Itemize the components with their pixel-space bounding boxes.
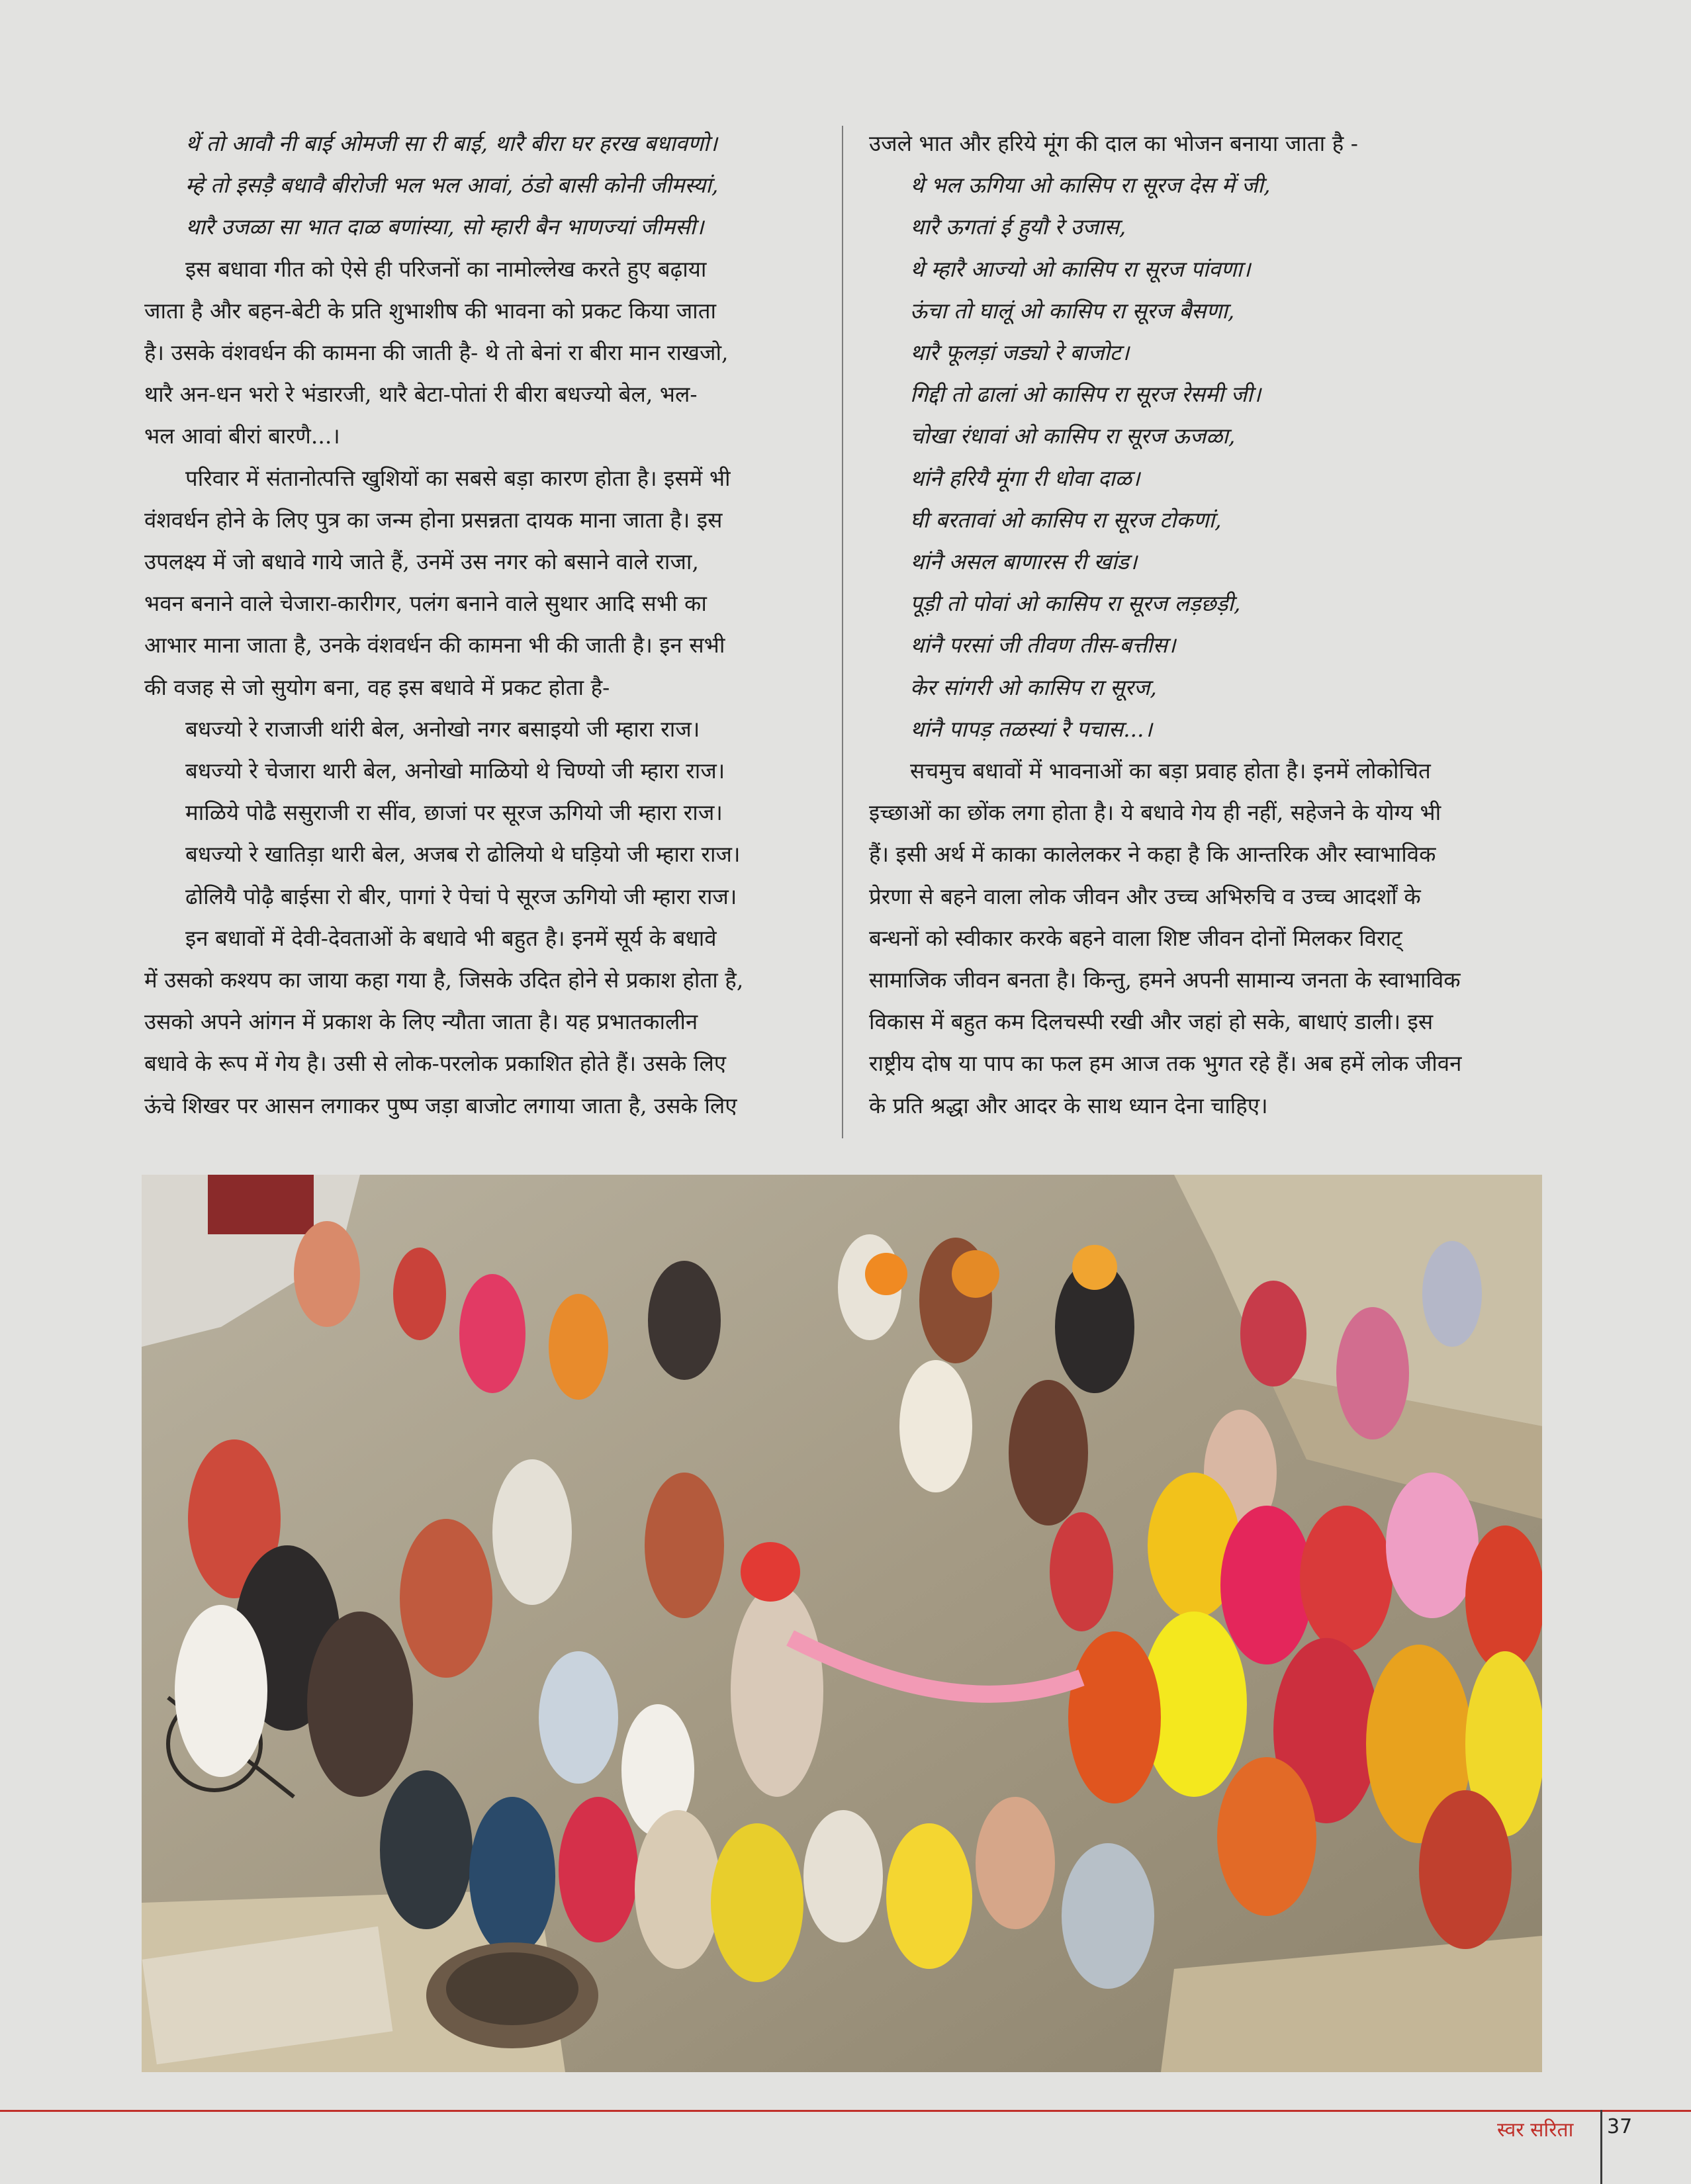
verse-line: थारै ऊगतां ई हुयौ रे उजास,: [910, 214, 1126, 240]
footer-divider: [1600, 2110, 1602, 2184]
paragraph-line: जाता है और बहन-बेटी के प्रति शुभाशीष की भावना को प्रकट किया जाता: [144, 297, 717, 324]
paragraph-line: विकास में बहुत कम दिलचस्पी रखी और जहां हो सके, बाधाएं डाली। इस: [869, 1009, 1434, 1035]
verse-line: थे म्हारै आज्यो ओ कासिप रा सूरज पांवणा।: [910, 255, 1251, 282]
paragraph-line: राष्ट्रीय दोष या पाप का फल हम आज तक भुगत रहे हैं। अब हमें लोक जीवन: [869, 1050, 1462, 1077]
paragraph-line: प्रेरणा से बहने वाला लोक जीवन और उच्च अभिरुचि व उच्च आदर्शों के: [869, 883, 1421, 909]
paragraph-line: आभार माना जाता है, उनके वंशवर्धन की कामना भी की जाती है। इन सभी: [144, 632, 725, 659]
paragraph-line: है। उसके वंशवर्धन की कामना की जाती है- थे तो बेनां रा बीरा मान राखजो,: [144, 340, 729, 366]
paragraph-line: उसको अपने आंगन में प्रकाश के लिए न्यौता जाता है। यह प्रभातकालीन: [144, 1009, 698, 1035]
paragraph-line: वंशवर्धन होने के लिए पुत्र का जन्म होना प्रसन्नता दायक माना जाता है। इस: [144, 506, 723, 533]
verse-line: ढोलियै पोढ़ै बाईसा रो बीर, पागां रे पेचां पे सूरज ऊगियो जी म्हारा राज।: [185, 883, 737, 909]
verse-line: थारै फूलड़ां जड्यो रे बाजोट।: [910, 340, 1130, 366]
magazine-brand: स्वर सरिता: [1497, 2118, 1574, 2142]
verse-line: केर सांगरी ओ कासिप रा सूरज,: [910, 674, 1157, 700]
paragraph-line: की वजह से जो सुयोग बना, वह इस बधावे में प्रकट होता है-: [144, 674, 610, 700]
verse-line: थांनै हरियै मूंगा री धोवा दाळ।: [910, 465, 1140, 491]
paragraph-line: इन बधावों में देवी-देवताओं के बधावे भी बहुत है। इनमें सूर्य के बधावे: [185, 925, 717, 951]
column-divider: [842, 126, 843, 1138]
verse-line: थांनै असल बाणारस री खांड।: [910, 549, 1138, 575]
paragraph-line: उजले भात और हरिये मूंग की दाल का भोजन बनाया जाता है -: [869, 130, 1358, 156]
verse-line: थारै उजळा सा भात दाळ बणांस्या, सो म्हारी बैन भाणज्यां जीमसी।: [185, 214, 704, 240]
paragraph-line: थारै अन-धन भरो रे भंडारजी, थारै बेटा-पोतां री बीरा बधज्यो बेल, भल-: [144, 381, 698, 408]
paragraph-line: बन्धनों को स्वीकार करके बहने वाला शिष्ट जीवन दोनों मिलकर विराट्: [869, 925, 1402, 951]
paragraph-line: में उसको कश्यप का जाया कहा गया है, जिसके उदित होने से प्रकाश होता है,: [144, 967, 744, 993]
verse-line: थे भल ऊगिया ओ कासिप रा सूरज देस में जी,: [910, 172, 1271, 199]
paragraph-line: बधावे के रूप में गेय है। उसी से लोक-परलोक प्रकाशित होते हैं। उसके लिए: [144, 1050, 727, 1077]
paragraph-line: इच्छाओं का छोंक लगा होता है। ये बधावे गेय ही नहीं, सहेजने के योग्य भी: [869, 799, 1441, 826]
paragraph-line: उपलक्ष्य में जो बधावे गाये जाते हैं, उनमें उस नगर को बसाने वाले राजा,: [144, 549, 699, 575]
footer-rule: [0, 2110, 1691, 2112]
verse-line: म्हे तो इसड़ै बधावै बीरोजी भल भल आवां, ठंडो बासी कोनी जीमस्यां,: [185, 172, 719, 199]
verse-line: माळिये पोढै ससुराजी रा सींव, छाजां पर सूरज ऊगियो जी म्हारा राज।: [185, 799, 723, 826]
verse-line: बधज्यो रे राजाजी थांरी बेल, अनोखो नगर बसाइयो जी म्हारा राज।: [185, 715, 700, 742]
paragraph-line: ऊंचे शिखर पर आसन लगाकर पुष्प जड़ा बाजोट लगाया जाता है, उसके लिए: [144, 1092, 737, 1118]
verse-line: गिद्दी तो ढालां ओ कासिप रा सूरज रेसमी जी।: [910, 381, 1261, 408]
verse-line: बधज्यो रे चेजारा थारी बेल, अनोखो माळियो थे चिण्यो जी म्हारा राज।: [185, 758, 725, 784]
paragraph-line: भल आवां बीरां बारणै...।: [144, 423, 340, 449]
paragraph-line: परिवार में संतानोत्पत्ति खुशियों का सबसे बड़ा कारण होता है। इसमें भी: [185, 465, 731, 491]
verse-line: थांनै पापड़ तळस्यां रै पचास...।: [910, 715, 1153, 742]
verse-line: बधज्यो रे खातिड़ा थारी बेल, अजब रो ढोलियो थे घड़ियो जी म्हारा राज।: [185, 841, 741, 868]
verse-line: ऊंचा तो घालूं ओ कासिप रा सूरज बैसणा,: [910, 297, 1235, 324]
paragraph-line: सचमुच बधावों में भावनाओं का बड़ा प्रवाह होता है। इनमें लोकोचित: [910, 758, 1431, 784]
verse-line: थांनै परसां जी तीवण तीस-बत्तीस।: [910, 632, 1176, 659]
paragraph-line: सामाजिक जीवन बनता है। किन्तु, हमने अपनी सामान्य जनता के स्वाभाविक: [869, 967, 1461, 993]
street-procession-photo: [142, 1175, 1542, 2072]
paragraph-line: भवन बनाने वाले चेजारा-कारीगर, पलंग बनाने वाले सुथार आदि सभी का: [144, 590, 707, 617]
verse-line: पूड़ी तो पोवां ओ कासिप रा सूरज लड़छड़ी,: [910, 590, 1241, 617]
right-column: [869, 122, 1541, 1126]
left-column: [144, 122, 816, 1126]
paragraph-line: हैं। इसी अर्थ में काका कालेलकर ने कहा है कि आन्तरिक और स्वाभाविक: [869, 841, 1436, 868]
paragraph-line: इस बधावा गीत को ऐसे ही परिजनों का नामोल्लेख करते हुए बढ़ाया: [185, 255, 707, 282]
page-number: 37: [1607, 2115, 1633, 2138]
paragraph-line: के प्रति श्रद्धा और आदर के साथ ध्यान देना चाहिए।: [869, 1092, 1268, 1118]
verse-line: घी बरतावां ओ कासिप रा सूरज टोकणां,: [910, 506, 1222, 533]
photo-illustration: [142, 1175, 1542, 2072]
verse-line: चोखा रंधावां ओ कासिप रा सूरज ऊजळा,: [910, 423, 1236, 449]
verse-line: थें तो आवौ नी बाई ओमजी सा री बाई, थारै बीरा घर हरख बधावणो।: [185, 130, 717, 156]
